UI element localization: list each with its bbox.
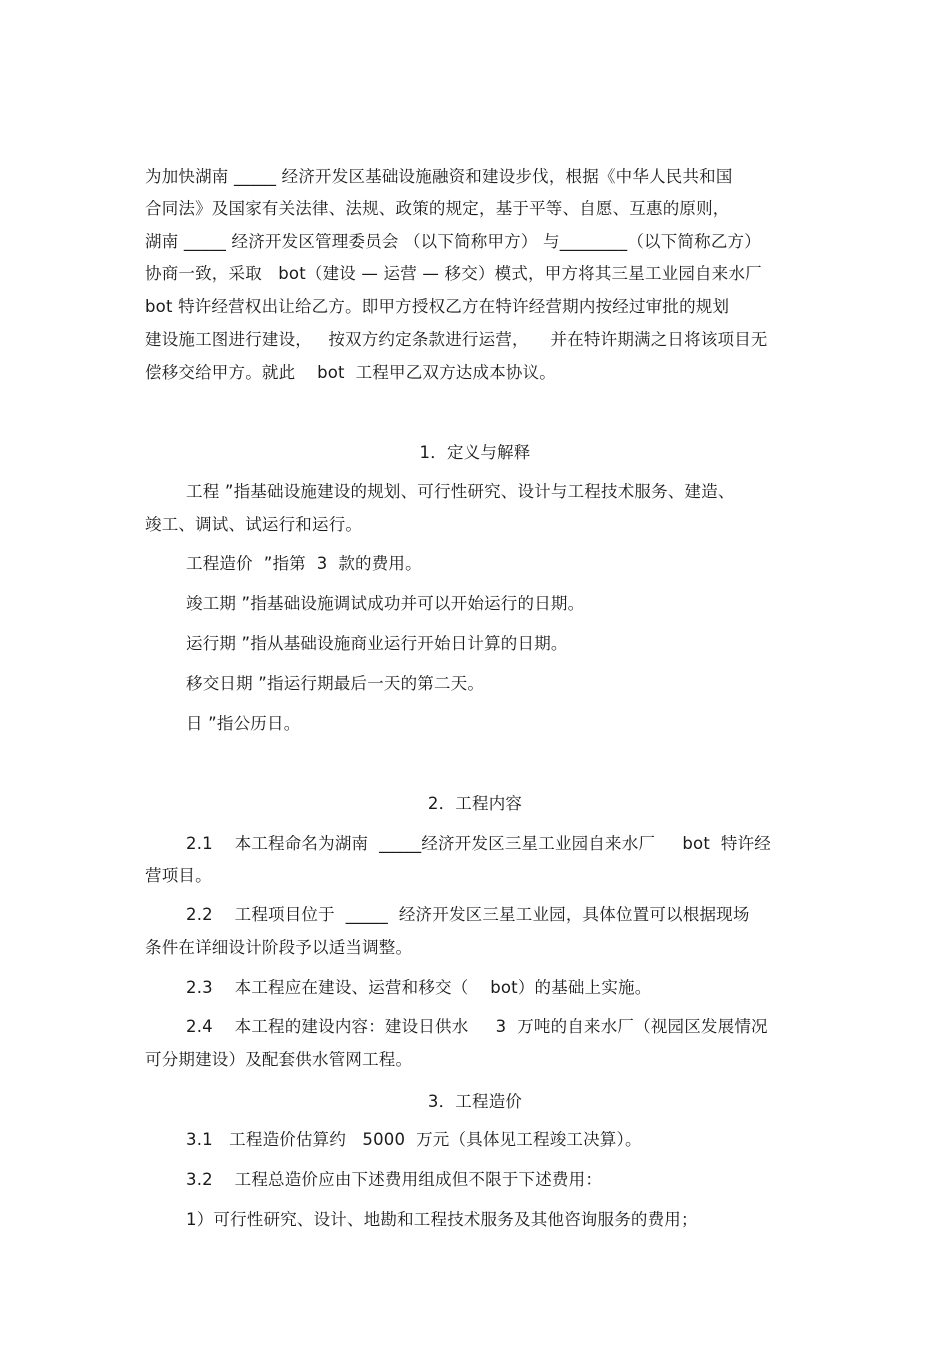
clause-line: 营项目。 <box>145 866 212 885</box>
clause-line: 可分期建设）及配套供水管网工程。 <box>145 1050 413 1069</box>
section-heading: 1．定义与解释 <box>419 443 531 462</box>
intro-line: 偿移交给甲方。就此 bot 工程甲乙双方达成本协议。 <box>145 363 557 382</box>
definition-line: 竣工、调试、试运行和运行。 <box>145 515 363 534</box>
definition-line: 工程 ”指基础设施建设的规划、可行性研究、设计与工程技术服务、建造、 <box>186 482 735 501</box>
definition-line: 工程造价 ”指第 3 款的费用。 <box>186 554 422 573</box>
intro-line: 湖南 _____ 经济开发区管理委员会 （以下简称甲方） 与________（以下简称乙方） <box>145 232 761 251</box>
clause-line: 2.3 本工程应在建设、运营和移交（ bot）的基础上实施。 <box>186 978 652 997</box>
definition-line: 竣工期 ”指基础设施调试成功并可以开始运行的日期。 <box>186 594 585 613</box>
section-heading: 3．工程造价 <box>427 1092 523 1111</box>
clause-line: 1）可行性研究、设计、地勘和工程技术服务及其他咨询服务的费用； <box>186 1210 698 1229</box>
intro-line: bot 特许经营权出让给乙方。即甲方授权乙方在特许经营期内按经过审批的规划 <box>145 297 730 316</box>
intro-line: 协商一致，采取 bot（建设 — 运营 — 移交）模式，甲方将其三星工业园自来水厂 <box>145 264 762 283</box>
intro-line: 建设施工图进行建设， 按双方约定条款进行运营， 并在特许期满之日将该项目无 <box>145 330 768 349</box>
intro-line: 为加快湖南 _____ 经济开发区基础设施融资和建设步伐，根据《中华人民共和国 <box>145 167 733 186</box>
definition-line: 日 ”指公历日。 <box>186 714 301 733</box>
clause-line: 2.1 本工程命名为湖南 _____经济开发区三星工业园自来水厂 bot 特许经 <box>186 834 772 853</box>
definition-line: 移交日期 ”指运行期最后一天的第二天。 <box>186 674 485 693</box>
definition-line: 运行期 ”指从基础设施商业运行开始日计算的日期。 <box>186 634 568 653</box>
clause-line: 3.2 工程总造价应由下述费用组成但不限于下述费用： <box>186 1170 603 1189</box>
clause-line: 条件在详细设计阶段予以适当调整。 <box>145 938 413 957</box>
section-heading: 2．工程内容 <box>427 794 523 813</box>
clause-line: 2.2 工程项目位于 _____ 经济开发区三星工业园，具体位置可以根据现场 <box>186 905 750 924</box>
clause-line: 2.4 本工程的建设内容：建设日供水 3 万吨的自来水厂（视园区发展情况 <box>186 1017 768 1036</box>
intro-line: 合同法》及国家有关法律、法规、政策的规定，基于平等、自愿、互惠的原则， <box>145 199 730 218</box>
clause-line: 3.1 工程造价估算约 5000 万元（具体见工程竣工决算）。 <box>186 1130 642 1149</box>
